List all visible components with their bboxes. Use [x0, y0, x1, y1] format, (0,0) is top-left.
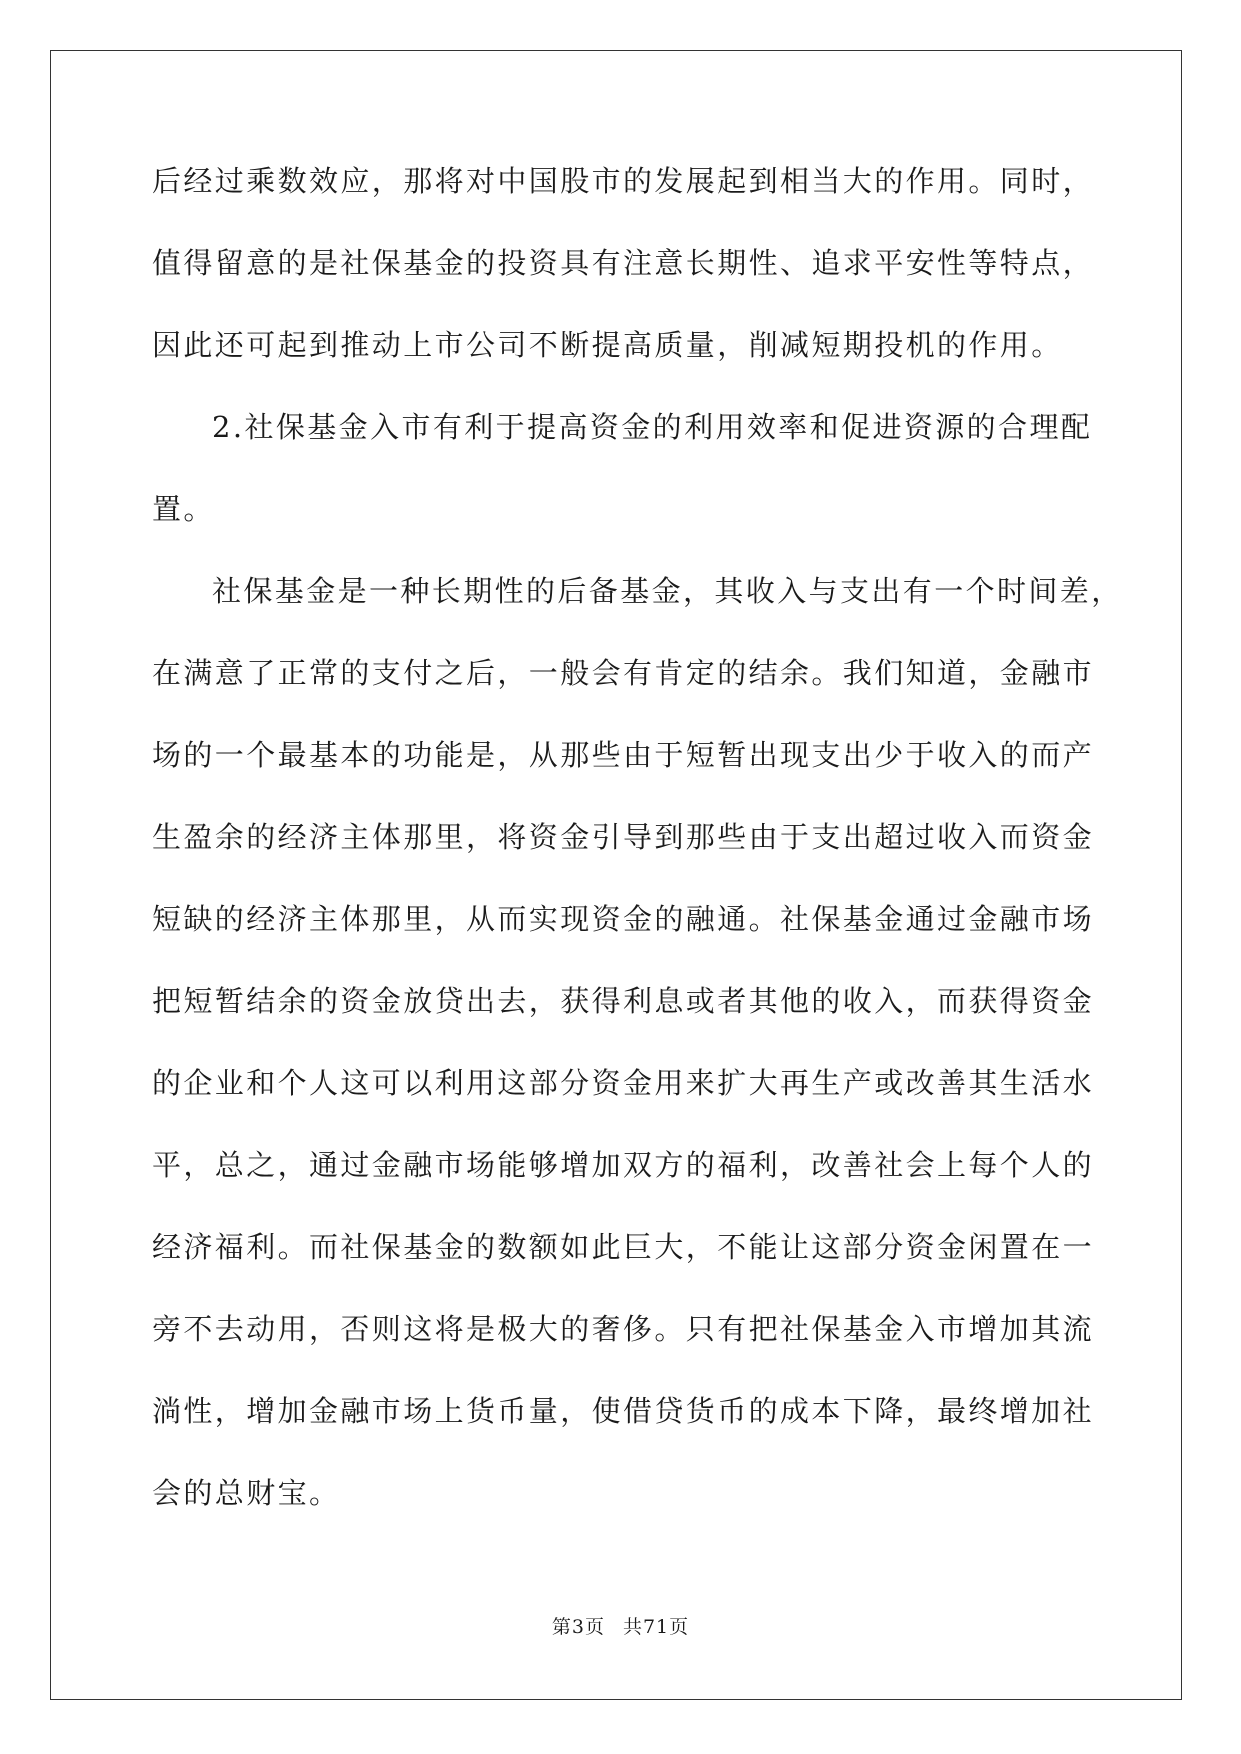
text-line: 置。 [152, 492, 215, 526]
document-body [152, 160, 1123, 1554]
text-line: 因此还可起到推动上市公司不断提高质量，削减短期投机的作用。 [152, 328, 1063, 362]
text-line: 经济福利。而社保基金的数额如此巨大，不能让这部分资金闲置在一 [152, 1230, 1095, 1264]
text-line: 在满意了正常的支付之后，一般会有肯定的结余。我们知道，金融市 [152, 656, 1095, 690]
text-line: 短缺的经济主体那里，从而实现资金的融通。社保基金通过金融市场 [152, 902, 1095, 936]
text-line: 后经过乘数效应，那将对中国股市的发展起到相当大的作用。同时， [152, 164, 1095, 198]
page-footer [0, 1612, 1241, 1639]
page-number: 第3页 [551, 1616, 605, 1638]
text-line: 会的总财宝。 [152, 1476, 341, 1510]
text-line: 平，总之，通过金融市场能够增加双方的福利，改善社会上每个人的 [152, 1148, 1095, 1182]
text-line: 社保基金是一种长期性的后备基金，其收入与支出有一个时间差， [212, 574, 1123, 608]
text-line: 生盈余的经济主体那里，将资金引导到那些由于支出超过收入而资金 [152, 820, 1095, 854]
text-line: 的企业和个人这可以利用这部分资金用来扩大再生产或改善其生活水 [152, 1066, 1095, 1100]
text-line: 旁不去动用，否则这将是极大的奢侈。只有把社保基金入市增加其流 [152, 1312, 1095, 1346]
text-line: 值得留意的是社保基金的投资具有注意长期性、追求平安性等特点， [152, 246, 1095, 280]
text-line: 场的一个最基本的功能是，从那些由于短暂出现支出少于收入的而产 [152, 738, 1095, 772]
page-total: 共71页 [622, 1616, 690, 1638]
text-line: 2.社保基金入市有利于提高资金的利用效率和促进资源的合理配 [212, 410, 1093, 444]
text-line: 把短暂结余的资金放贷出去，获得利息或者其他的收入，而获得资金 [152, 984, 1095, 1018]
text-line: 淌性，增加金融市场上货币量，使借贷货币的成本下降，最终增加社 [152, 1394, 1095, 1428]
